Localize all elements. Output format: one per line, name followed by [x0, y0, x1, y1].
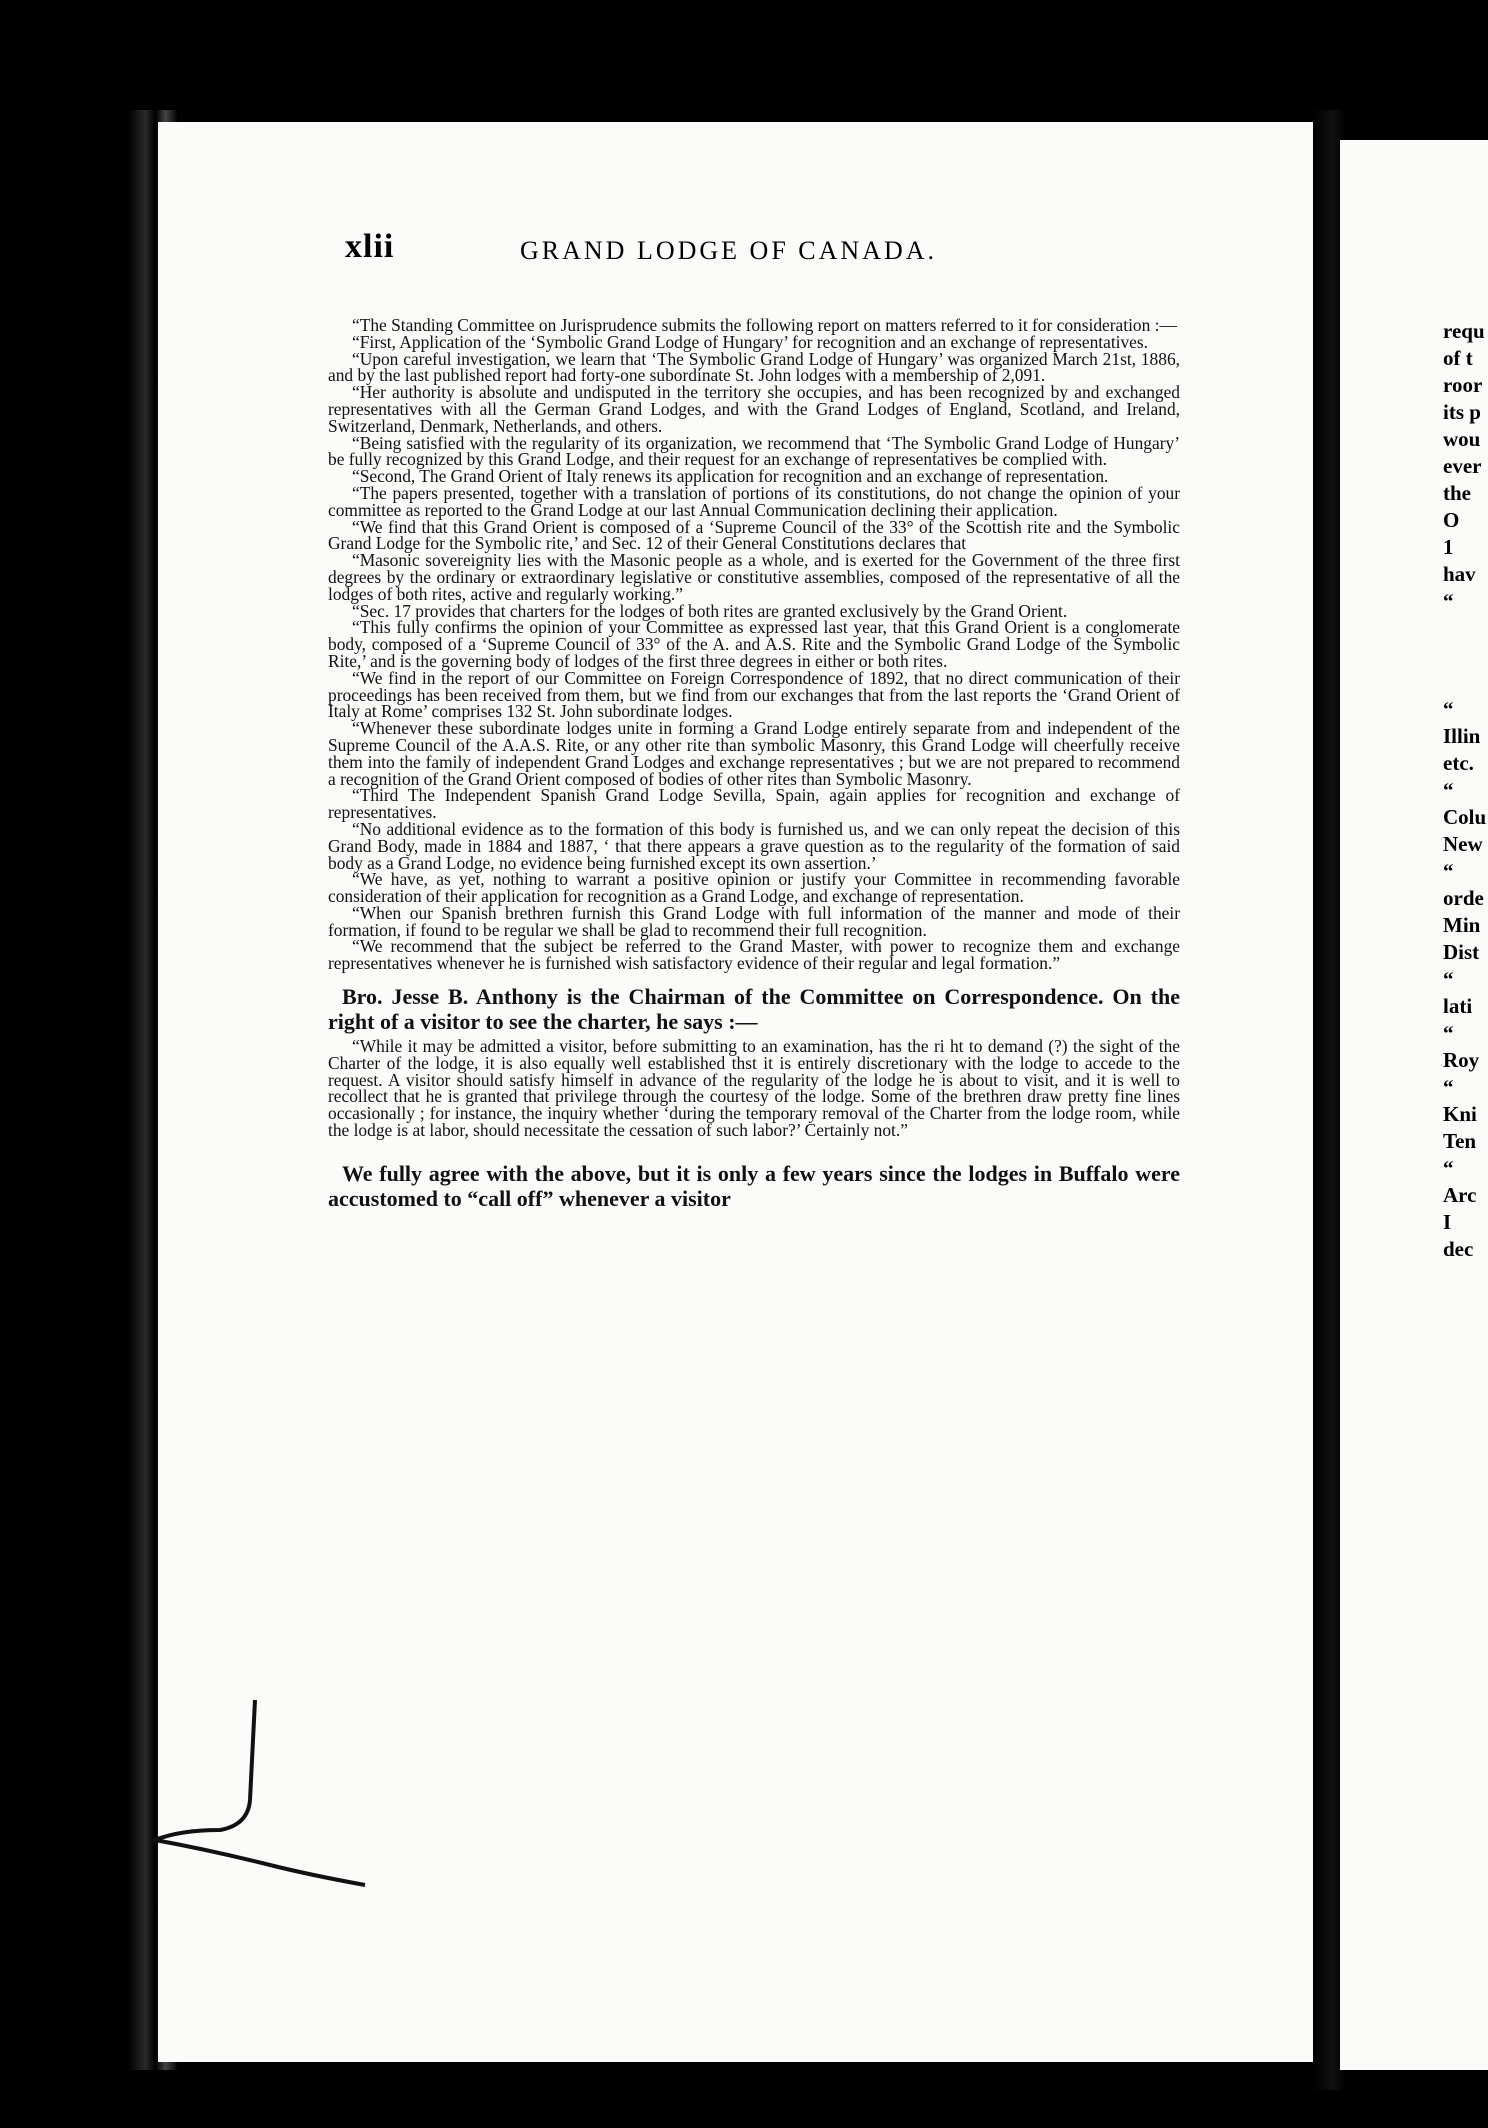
- facing-page-fragment: “: [1443, 778, 1454, 802]
- running-title: GRAND LODGE OF CANADA.: [520, 236, 937, 265]
- page-number: xlii: [345, 228, 395, 265]
- facing-page-fragment: [1443, 669, 1488, 696]
- facing-page-fragment: wou: [1443, 427, 1481, 451]
- facing-page-fragment: its p: [1443, 400, 1481, 424]
- paragraph: “Second, The Grand Orient of Italy renews its application for recognition and an exchange of representation.: [352, 466, 1109, 487]
- facing-page-fragment: [1443, 615, 1488, 642]
- paragraph: “No additional evidence as to the formation of this body is furnished us, and we can only repeat the decision of this Grand Body, made in 1884 and 1887, ‘ that there appears a grave question as to the regularity of the formation of said body as a Grand Lodge, no evidence being furnished except its own assertion.’: [328, 818, 1180, 873]
- facing-page-fragment: ever: [1443, 454, 1482, 478]
- facing-page-fragment: I: [1443, 1210, 1452, 1234]
- facing-page-fragment: Illin: [1443, 724, 1481, 748]
- bold-paragraph: We fully agree with the above, but it is only a few years since the lodges in Buffalo were accustomed to “call off” whenever a visitor: [328, 1160, 1180, 1211]
- paragraph: “Masonic sovereignity lies with the Masonic people as a whole, and is exerted for the Government of the three first degrees by the ordinary or extraordinary legislative or constitutive assemblies, composed of the representative of all the lodges of both rites, active and regularly working.”: [328, 550, 1180, 604]
- paragraph: “While it may be admitted a visitor, before submitting to an examination, has the ri ht to demand (?) the sight of the Charter of the lodge, it is also equally well established thst it is entirely discretionary with the lodge to accede to the request. A visitor should satisfy himself in advance of the regularity of the lodge he is about to visit, and it is well to recollect that he is granted that privilege through the courtesy of the lodge. Some of the brethren draw pretty fine lines occasionally ; for instance, the inquiry whether ‘during the temporary removal of the Charter from the lodge room, while the lodge is at labor, should necessitate the cessation of such labor?’ Certainly not.”: [328, 1036, 1180, 1141]
- paragraph: “Her authority is absolute and undisputed in the territory she occupies, and has been recognized by and exchanged representatives with all the German Grand Lodges, and with the Grand Lodges of England, Scotland, and Ireland, Switzerland, Denmark, Netherlands, and others.: [328, 382, 1180, 436]
- facing-page-fragment: “: [1443, 589, 1454, 613]
- facing-page-fragment: New: [1443, 832, 1483, 856]
- paragraph: “When our Spanish brethren furnish this Grand Lodge with full information of the manner and mode of their formation, if found to be regular we shall be glad to recommend their full recognition.: [328, 902, 1180, 940]
- paragraph: “Being satisfied with the regularity of its organization, we recommend that ‘The Symbolic Grand Lodge of Hungary’ be fully recognized by this Grand Lodge, and their request for an exchange of representatives be complied with.: [328, 432, 1180, 470]
- facing-page-fragment: “: [1443, 1075, 1454, 1099]
- facing-page-fragment: “: [1443, 697, 1454, 721]
- paragraph: “We recommend that the subject be referred to the Grand Master, with power to recognize them and exchange representatives whenever he is furnished wish satisfactory evidence of their regular and legal formation.”: [328, 936, 1180, 974]
- paragraph: “The papers presented, together with a translation of portions of its constitutions, do not change the opinion of your committee as reported to the Grand Lodge at our last Annual Communication declining their application.: [328, 482, 1180, 520]
- facing-page-fragment: [1443, 642, 1488, 669]
- facing-page-fragment: “: [1443, 1156, 1454, 1180]
- bold-paragraph: Bro. Jesse B. Anthony is the Chairman of the Committee on Correspondence. On the right of a visitor to see the charter, he says :—: [328, 984, 1180, 1035]
- facing-page-fragment: “: [1443, 859, 1454, 883]
- paragraph: “We find that this Grand Orient is composed of a ‘Supreme Council of the 33° of the Scottish rite and the Symbolic Grand Lodge for the Symbolic rite,’ and Sec. 12 of their General Constitutions declares that: [328, 516, 1180, 554]
- facing-page-fragment: Roy: [1443, 1048, 1480, 1072]
- facing-page-fragment: the: [1443, 481, 1471, 505]
- facing-page-fragment: orde: [1443, 886, 1484, 910]
- facing-page-fragment: 1: [1443, 535, 1454, 559]
- facing-page-fragment: Colu: [1443, 805, 1487, 829]
- facing-page-fragment: roor: [1443, 373, 1483, 397]
- facing-page-fragment: dec: [1443, 1237, 1474, 1261]
- facing-page-fragment: hav: [1443, 562, 1476, 586]
- paragraph: “Whenever these subordinate lodges unite in forming a Grand Lodge entirely separate from and independent of the Supreme Council of the A.A.S. Rite, or any other rite than symbolic Masonry, this Grand Lodge will cheerfully receive them into the family of independent Grand Lodges and exchange representatives ; but we are not prepared to recommend a recognition of the Grand Orient composed of bodies of other rites than Symbolic Masonry.: [328, 718, 1180, 789]
- page-body-text: [328, 317, 1180, 1215]
- paragraph: “The Standing Committee on Jurisprudence submits the following report on matters referred to it for consideration :—: [352, 315, 1177, 335]
- page-header: [345, 228, 1215, 268]
- facing-page-fragment: Dist: [1443, 940, 1480, 964]
- facing-page-fragment: Kni: [1443, 1102, 1477, 1126]
- facing-page-fragment: etc.: [1443, 751, 1474, 775]
- facing-page-fragment: Ten: [1443, 1129, 1477, 1153]
- facing-page-fragment: of t: [1443, 346, 1473, 370]
- facing-page-fragment: lati: [1443, 994, 1473, 1018]
- paragraph: “We have, as yet, nothing to warrant a positive opinion or justify your Committee in recommending favorable consideration of their application for recognition as a Grand Lodge, and exchange of representation.: [328, 869, 1180, 907]
- paragraph: “Upon careful investigation, we learn that ‘The Symbolic Grand Lodge of Hungary’ was organized March 21st, 1886, and by the last published report had forty-one subordinate St. John lodges with a membership of 2,091.: [328, 348, 1180, 386]
- facing-page-fragment: requ: [1443, 319, 1485, 343]
- paragraph: “We find in the report of our Committee on Foreign Correspondence of 1892, that no direct communication of their proceedings has been received from them, but we find from our exchanges that from the last reports the ‘Grand Orient of Italy at Rome’ comprises 132 St. John subordinate lodges.: [328, 667, 1180, 722]
- facing-page-fragment: Min: [1443, 913, 1481, 937]
- pen-scrawl-mark: [150, 1690, 370, 1890]
- facing-page-fragment: O: [1443, 508, 1460, 532]
- paragraph: “First, Application of the ‘Symbolic Grand Lodge of Hungary’ for recognition and an exchange of representatives.: [352, 331, 1149, 352]
- facing-page-text-fragments: [1443, 318, 1488, 1263]
- facing-page-fragment: “: [1443, 967, 1454, 991]
- facing-page-fragment: “: [1443, 1021, 1454, 1045]
- facing-page-fragment: Arc: [1443, 1183, 1477, 1207]
- paragraph: “Third The Independent Spanish Grand Lodge Sevilla, Spain, again applies for recognition and exchange of representatives.: [328, 785, 1180, 823]
- paragraph: “Sec. 17 provides that charters for the lodges of both rites are granted exclusively by the Grand Orient.: [352, 600, 1068, 621]
- paragraph: “This fully confirms the opinion of your Committee as expressed last year, that this Grand Orient is a conglomerate body, composed of a ‘Supreme Council of 33° of the A. and A.S. Rite and the Symbolic Grand Lodge of the Symbolic Rite,’ and is the governing body of lodges of the first three degrees in either or both rites.: [328, 617, 1180, 671]
